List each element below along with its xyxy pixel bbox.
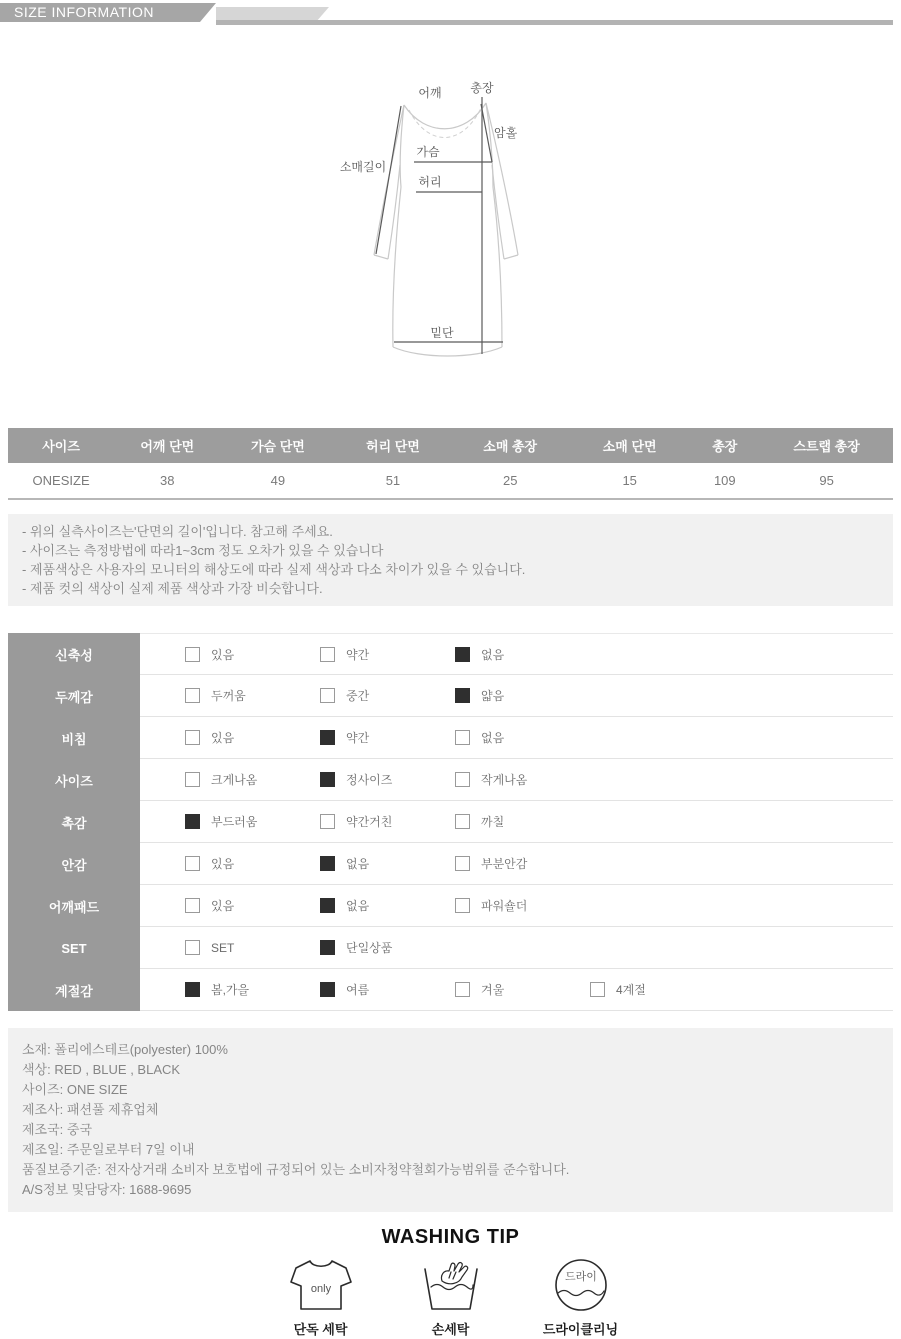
attribute-row-elasticity	[8, 633, 893, 675]
product-info-panel	[8, 1028, 893, 1212]
cell-sleeve-length: 25	[450, 463, 569, 499]
cell-shoulder: 38	[114, 463, 220, 499]
checkbox	[320, 940, 335, 955]
info-line-country: 제조국: 중국	[22, 1122, 93, 1137]
option-label: 겨울	[481, 983, 505, 997]
option-label: 부분안감	[481, 857, 528, 871]
chest-label: 가슴	[416, 145, 440, 159]
checkbox	[185, 688, 200, 703]
option-label: 파워숄더	[481, 899, 528, 913]
option-label: 까칠	[481, 815, 505, 829]
dry-clean-text: 드라이	[564, 1271, 597, 1283]
option-label: 4계절	[616, 983, 646, 997]
washing-tip-title: WASHING TIP	[381, 1226, 520, 1248]
option-label: 없음	[346, 899, 370, 913]
checkbox	[455, 647, 470, 662]
checkbox	[185, 772, 200, 787]
checkbox	[185, 940, 200, 955]
tshirt-only-text: only	[310, 1283, 331, 1295]
attribute-row-texture	[8, 801, 893, 843]
option-label: 없음	[481, 731, 505, 745]
col-sleeve-length: 소매 총장	[450, 428, 569, 463]
checkbox	[455, 856, 470, 871]
option-label: 없음	[481, 647, 505, 662]
cell-strap-length: 95	[760, 463, 893, 499]
size-table-row	[8, 463, 893, 499]
col-chest: 가슴 단면	[220, 428, 335, 463]
option-label: 없음	[346, 857, 370, 871]
tshirt-only-icon	[288, 1255, 354, 1315]
size-notes-panel	[8, 514, 893, 606]
checkbox	[455, 898, 470, 913]
cell-waist: 51	[335, 463, 450, 499]
attribute-label: 안감	[8, 843, 140, 885]
note-line: - 사이즈는 측정방법에 따라1~3cm 정도 오차가 있을 수 있습니다	[22, 543, 384, 558]
option-label: 얇음	[481, 689, 505, 703]
note-line: - 제품색상은 사용자의 모니터의 해상도에 따라 실제 색상과 다소 차이가 있을 수 있습니다.	[22, 562, 526, 577]
dress-measurement-diagram	[330, 75, 590, 375]
attribute-label: SET	[8, 927, 140, 969]
checkbox	[185, 814, 200, 829]
checkbox	[320, 730, 335, 745]
size-table-header-row	[8, 428, 893, 463]
option-label: 있음	[211, 857, 235, 871]
washing-item-label: 손세탁	[431, 1322, 470, 1337]
attribute-label: 두께감	[8, 675, 140, 717]
checkbox	[320, 772, 335, 787]
hem-label: 밑단	[430, 326, 454, 340]
header-notch-shape	[200, 3, 216, 22]
attribute-row-lining	[8, 843, 893, 885]
info-line-size: 사이즈: ONE SIZE	[22, 1082, 128, 1097]
option-label: 있음	[211, 899, 235, 913]
option-label: 약간	[346, 647, 370, 662]
checkbox	[455, 982, 470, 997]
info-line-warranty: 품질보증기준: 전자상거래 소비자 보호법에 규정되어 있는 소비자청약철회가능범위를 준수합니다.	[22, 1162, 570, 1177]
dress-diagram-icon	[330, 75, 590, 375]
attribute-row-season	[8, 969, 893, 1011]
col-waist: 허리 단면	[335, 428, 450, 463]
attribute-label: 촉감	[8, 801, 140, 843]
attribute-label: 사이즈	[8, 759, 140, 801]
attribute-label: 비침	[8, 717, 140, 759]
attribute-label: 계절감	[8, 969, 140, 1011]
checkbox	[185, 856, 200, 871]
option-label: 크게나옴	[211, 773, 258, 787]
option-label: 있음	[211, 731, 235, 745]
col-shoulder: 어깨 단면	[114, 428, 220, 463]
checkbox	[185, 647, 200, 662]
info-line-as-contact: A/S정보 및담당자: 1688-9695	[22, 1182, 192, 1197]
option-label: 있음	[211, 647, 235, 662]
option-label: SET	[211, 940, 235, 955]
hand-wash-icon	[418, 1255, 484, 1315]
total-length-label: 총장	[470, 81, 494, 95]
info-line-manufacturer: 제조사: 패션풀 제휴업체	[22, 1102, 159, 1117]
attribute-row-sheerness	[8, 717, 893, 759]
checkbox	[320, 856, 335, 871]
attribute-label: 신축성	[8, 633, 140, 675]
attribute-row-set	[8, 927, 893, 969]
option-label: 두꺼움	[211, 689, 246, 703]
checkbox	[320, 898, 335, 913]
option-label: 정사이즈	[346, 773, 393, 787]
note-line: - 제품 컷의 색상이 실제 제품 색상과 가장 비슷합니다.	[22, 581, 323, 596]
info-line-material: 소재: 폴리에스테르(polyester) 100%	[22, 1042, 228, 1057]
armhole-label: 암홀	[494, 126, 518, 140]
washing-item-dry-clean	[531, 1255, 631, 1338]
checkbox	[185, 982, 200, 997]
option-label: 작게나옴	[481, 773, 528, 787]
checkbox	[320, 688, 335, 703]
checkbox	[320, 982, 335, 997]
note-line: - 위의 실측사이즈는'단면의 길이'입니다. 참고해 주세요.	[22, 524, 333, 539]
option-label: 단일상품	[346, 941, 393, 955]
option-label: 중간	[346, 689, 370, 703]
option-label: 여름	[346, 983, 370, 997]
col-strap-length: 스트랩 총장	[760, 428, 893, 463]
cell-total-length: 109	[689, 463, 760, 499]
dry-clean-icon	[548, 1255, 614, 1315]
washing-item-label: 단독 세탁	[293, 1322, 348, 1337]
cell-sleeve-width: 15	[570, 463, 689, 499]
info-line-date: 제조일: 주문일로부터 7일 이내	[22, 1142, 195, 1157]
attribute-row-fit	[8, 759, 893, 801]
checkbox	[185, 898, 200, 913]
checkbox	[590, 982, 605, 997]
checkbox	[185, 730, 200, 745]
option-label: 약간거친	[346, 815, 393, 829]
shoulder-label: 어깨	[418, 86, 442, 100]
washing-item-label: 드라이클리닝	[542, 1322, 619, 1337]
option-label: 봄,가을	[211, 983, 250, 997]
washing-item-hand-wash	[401, 1255, 501, 1338]
col-sleeve-width: 소매 단면	[570, 428, 689, 463]
checkbox	[320, 814, 335, 829]
option-label: 부드러움	[211, 815, 258, 829]
checkbox	[455, 730, 470, 745]
attributes-table	[8, 633, 893, 1011]
size-table	[8, 428, 893, 500]
attribute-row-shoulder-pad	[8, 885, 893, 927]
option-label: 약간	[346, 731, 370, 745]
checkbox	[455, 814, 470, 829]
checkbox	[455, 688, 470, 703]
info-line-color: 색상: RED , BLUE , BLACK	[22, 1062, 181, 1077]
cell-chest: 49	[220, 463, 335, 499]
attribute-row-thickness	[8, 675, 893, 717]
col-total-length: 총장	[689, 428, 760, 463]
attribute-label: 어깨패드	[8, 885, 140, 927]
section-header	[0, 3, 901, 25]
header-underline	[216, 20, 893, 25]
col-size: 사이즈	[8, 428, 114, 463]
cell-size: ONESIZE	[8, 463, 114, 499]
checkbox	[320, 647, 335, 662]
waist-label: 허리	[418, 175, 442, 189]
page-title: SIZE INFORMATION	[0, 3, 200, 22]
washing-item-separate-wash	[271, 1255, 371, 1338]
sleeve-length-label: 소매길이	[339, 160, 387, 174]
washing-tip-section	[0, 1226, 901, 1338]
checkbox	[455, 772, 470, 787]
